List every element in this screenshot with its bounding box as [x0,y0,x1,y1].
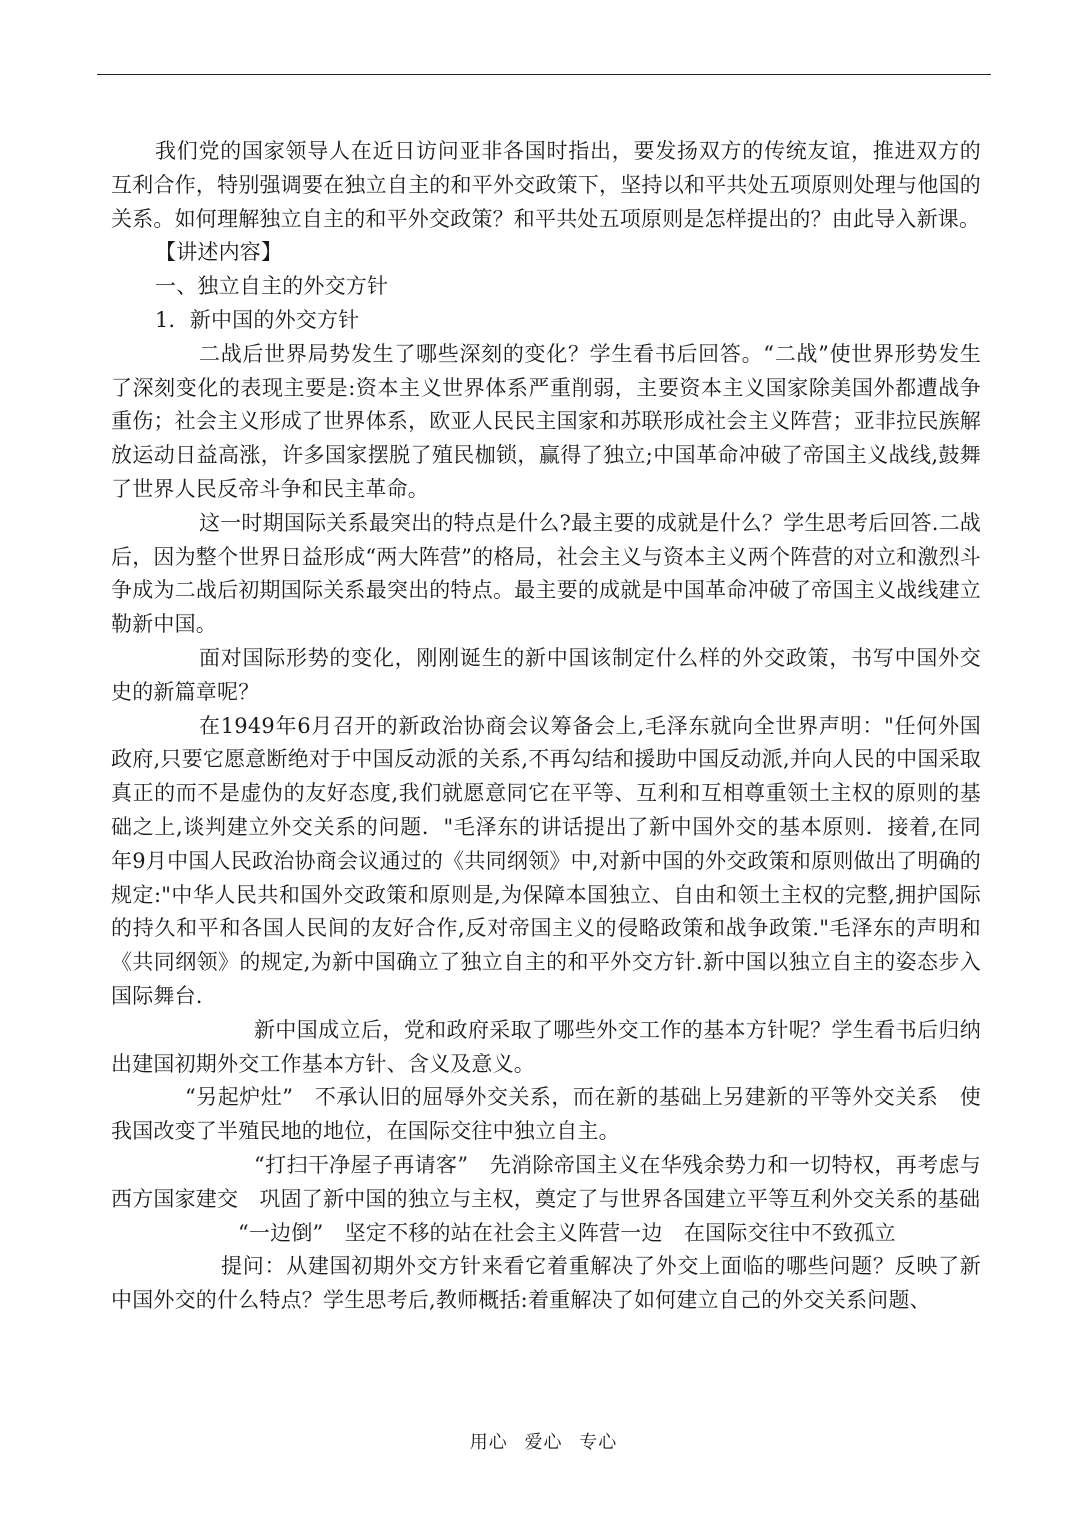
paragraph-new-china-policy-question: 面对国际形势的变化，刚刚诞生的新中国该制定什么样的外交政策，书写中国外交史的新篇章呢？ [111,645,981,704]
guideline-dasao-wuzi: “打扫干净屋子再请客” 先消除帝国主义在华残余势力和一切特权，再考虑与西方国家建交 巩固了新中国的独立与主权，奠定了与世界各国建立平等互利外交关系的基础 [111,1152,981,1211]
paragraph-mao-declaration: 在1949年6月召开的新政治协商会议筹备会上,毛泽东就向全世界声明："任何外国政府,只要它愿意断绝对于中国反动派的关系,不再勾结和援助中国反动派,并向人民的中国采取真正的而不是虚伪的友好态度,我们就愿意同它在平等、互利和互相尊重领土主权的原则的基础之上,谈判建立外交关系的问题．"毛泽东的讲话提出了新中国外交的基本原则．接着,在同年9月中国人民政治协商会议通过的《共同纲领》中,对新中国的外交政策和原则做出了明确的规定:"中华人民共和国外交政策和原则是,为保障本国独立、自由和领土主权的完整,拥护国际的持久和平和各国人民间的友好合作,反对帝国主义的侵略政策和战争政策."毛泽东的声明和《共同纲领》的规定,为新中国确立了独立自主的和平外交方针.新中国以独立自主的姿态步入国际舞台. [111,713,981,1008]
section-heading-content: 【讲述内容】 [155,240,283,265]
paragraph-question-summary: 提问：从建国初期外交方针来看它着重解决了外交上面临的哪些问题？反映了新中国外交的什么特点？学生思考后,教师概括:着重解决了如何建立自己的外交关系问题、 [111,1254,981,1313]
paragraph-postwar-changes: 二战后世界局势发生了哪些深刻的变化？学生看书后回答。“二战”使世界形势发生了深刻变化的表现主要是:资本主义世界体系严重削弱，主要资本主义国家除美国外都遭战争重伤；社会主义形成了世界体系，欧亚人民民主国家和苏联形成社会主义阵营；亚非拉民族解放运动日益高涨，许多国家摆脱了殖民枷锁，赢得了独立;中国革命冲破了帝国主义战线,鼓舞了世界人民反帝斗争和民主革命。 [111,341,981,501]
page-footer: 用心 爱心 专心 [469,1432,618,1453]
header-rule [97,74,991,75]
paragraph-basic-guidelines: 新中国成立后，党和政府采取了哪些外交工作的基本方针呢？学生看书后归纳出建国初期外交工作基本方针、含义及意义。 [111,1017,981,1076]
subsection-heading-1-1: 1．新中国的外交方针 [155,307,360,332]
guideline-lingqi-luzao: “另起炉灶” 不承认旧的屈辱外交关系，而在新的基础上另建新的平等外交关系 使我国改变了半殖民地的地位，在国际交往中独立自主。 [111,1085,981,1144]
document-body [111,135,981,1318]
intro-paragraph: 我们党的国家领导人在近日访问亚非各国时指出，要发扬双方的传统友谊，推进双方的互利合作，特别强调要在独立自主的和平外交政策下，坚持以和平共处五项原则处理与他国的关系。如何理解独立自主的和平外交政策？和平共处五项原则是怎样提出的？由此导入新课。 [111,139,981,231]
guideline-yibiandao: “一边倒” 坚定不移的站在社会主义阵营一边 在国际交往中不致孤立 [238,1220,896,1245]
section-heading-1: 一、独立自主的外交方针 [155,274,389,299]
paragraph-international-relations: 这一时期国际关系最突出的特点是什么?最主要的成就是什么？学生思考后回答.二战后，因为整个世界日益形成“两大阵营”的格局，社会主义与资本主义两个阵营的对立和激烈斗争成为二战后初期国际关系最突出的特点。最主要的成就是中国革命冲破了帝国主义战线建立勒新中国。 [111,510,981,637]
